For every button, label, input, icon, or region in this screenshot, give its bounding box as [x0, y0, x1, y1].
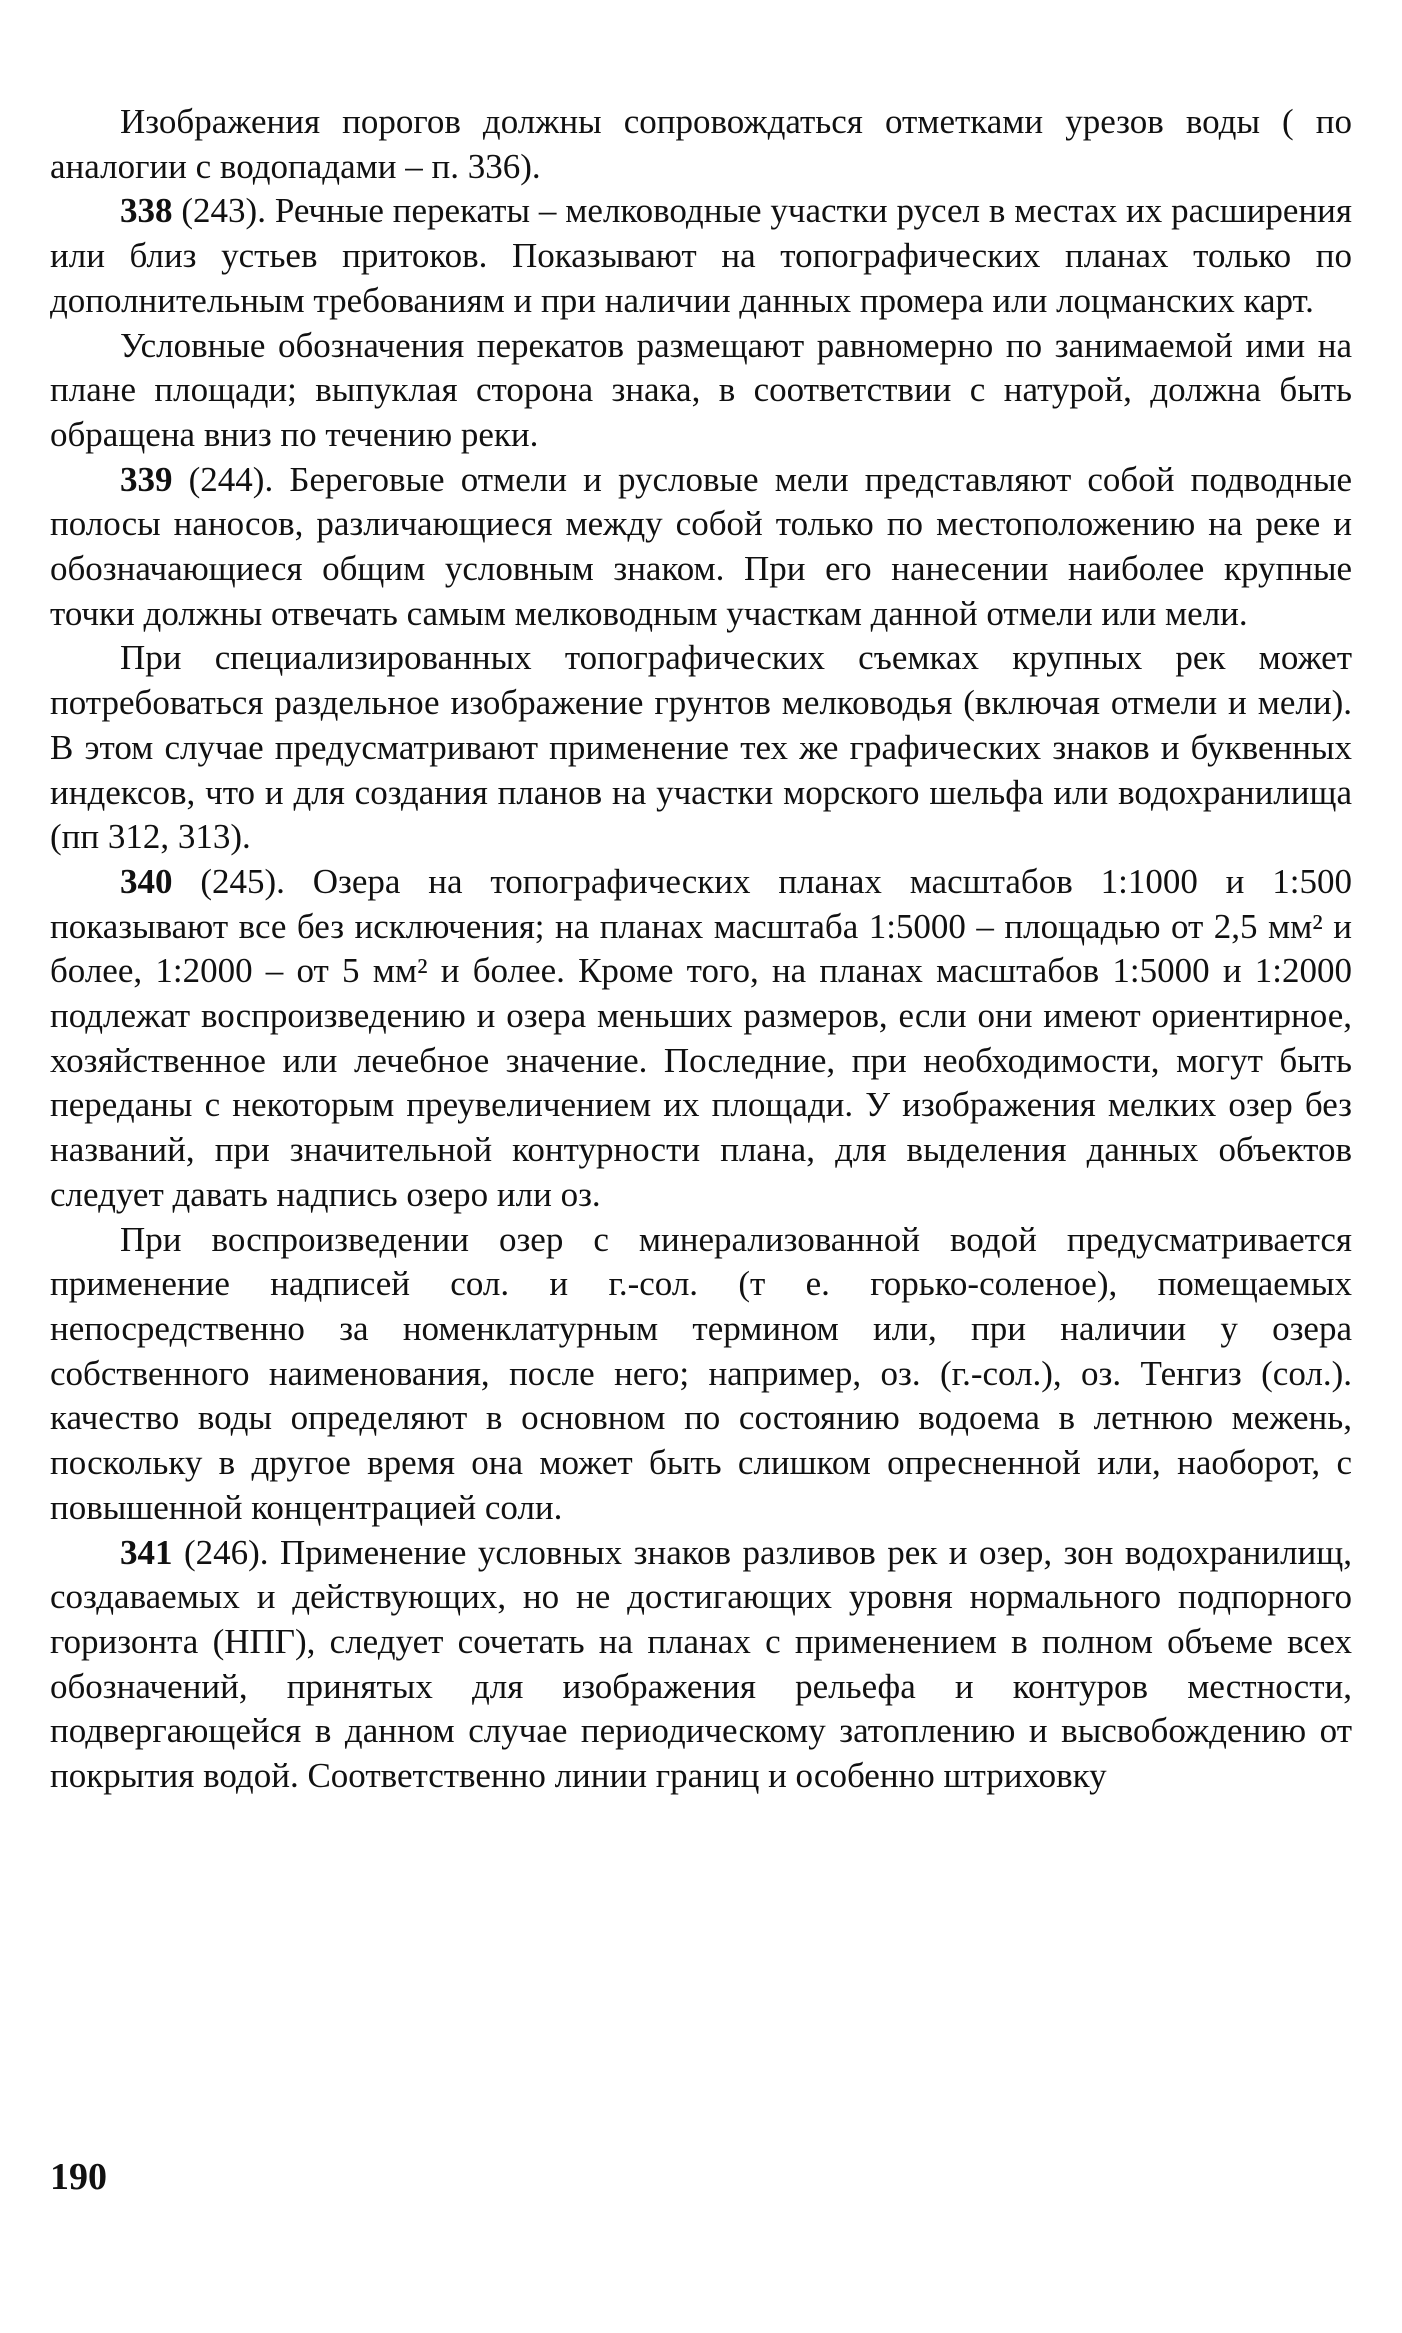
paragraph-5: При специализированных топографических съемках крупных рек может потребоваться раздельное изображение грунтов мелководья (включая отмели и мели). В этом случае предусматривают применение тех же графических знаков и буквенных индексов, что и для создания планов на участки морского шельфа или водохранилища (пп 312, 313). — [50, 638, 1352, 857]
paragraph-338: 338 (243). Речные перекаты – мелководные участки русел в местах их расширения или близ устьев притоков. Показывают на топографических планах только по дополнительным требованиям и при наличии данных промера или лоцманских карт. — [50, 191, 1352, 320]
paragraph-340: 340 (245). Озера на топографических планах масштабов 1:1000 и 1:500 показывают все без исключения; на планах масштаба 1:5000 – площадью от 2,5 мм² и более, 1:2000 – от 5 мм² и более. Кроме того, на планах масштабов 1:5000 и 1:2000 подлежат воспроизведению и озера меньших размеров, если они имеют ориентирное, хозяйственное или лечебное значение. Последние, при необходимости, могут быть переданы с некоторым преувеличением их площади. У изображения мелких озер без названий, при значительной контурности плана, для выделения данных объектов следует давать надпись озеро или оз. — [50, 861, 1352, 1214]
section-number: 341 — [120, 1532, 173, 1572]
paragraph-341: 341 (246). Применение условных знаков разливов рек и озер, зон водохранилищ, создаваемых и действующих, но не достигающих уровня нормального подпорного горизонта (НПГ), следует сочетать на планах с применением в полном объеме всех обозначений, принятых для изображения рельефа и контуров местности, подвергающейся в данном случае периодическому затоплению и высвобождению от покрытия водой. Соответственно линии границ и особенно штриховку — [50, 1532, 1352, 1796]
page-number: 190 — [50, 2156, 107, 2198]
paragraph-7: При воспроизведении озер с минерализованной водой предусматривается применение надписей сол. и г.-сол. (т е. горько-соленое), помещаемых непосредственно за номенклатурным термином или, при наличии у озера собственного наименования, после него; например, оз. (г.-сол.), оз. Тенгиз (сол.). качество воды определяют в основном по состоянию водоема в летнюю межень, поскольку в другое время она может быть слишком опресненной или, наоборот, с повышенной концентрацией соли. — [50, 1219, 1352, 1527]
page-body — [50, 100, 1352, 1799]
paragraph-3: Условные обозначения перекатов размещают равномерно по занимаемой ими на плане площади; выпуклая сторона знака, в соответствии с натурой, должна быть обращена вниз по течению реки. — [50, 325, 1352, 454]
paragraph-339: 339 (244). Береговые отмели и русловые мели представляют собой подводные полосы наносов, различающиеся между собой только по местоположению на реке и обозначающиеся общим условным знаком. При его нанесении наиболее крупные точки должны отвечать самым мелководным участкам данной отмели или мели. — [50, 459, 1352, 633]
section-number: 338 — [120, 191, 173, 231]
section-number: 339 — [120, 459, 173, 499]
paragraph-1: Изображения порогов должны сопровождаться отметками урезов воды ( по аналогии с водопадами – п. 336). — [50, 102, 1352, 186]
section-number: 340 — [120, 861, 173, 901]
